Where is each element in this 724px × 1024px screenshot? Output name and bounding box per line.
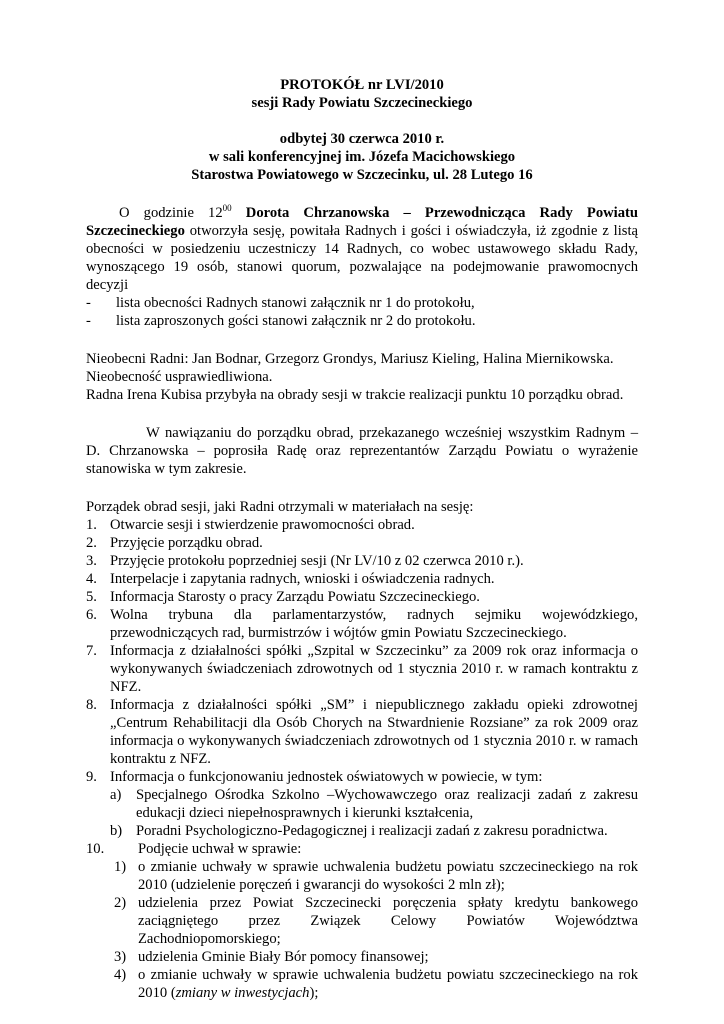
absence-note: Nieobecność usprawiedliwiona.: [86, 369, 273, 385]
agenda-intro: W nawiązaniu do porządku obrad, przekazanego wcześniej wszystkim Radnym – D. Chrzanowska – poprosiła Radę oraz reprezentantów Zarządu Powiatu o wyrażenie stanowiska w tym zakresie.: [86, 425, 638, 477]
agenda-item: 3. Przyjęcie protokołu poprzedniej sesji (Nr LV/10 z 02 czerwca 2010 r.).: [86, 553, 524, 569]
resolution-item: 2) udzielenia przez Powiat Szczecinecki poręczenia spłaty kredytu bankowego zaciągniętego przez Związek Celowy Powiatów Województwa Zachodniopomorskiego;: [114, 895, 638, 947]
protocol-title: [86, 76, 638, 184]
agenda-item: 10. Podjęcie uchwał w sprawie:: [86, 841, 302, 857]
title-line: PROTOKÓŁ nr LVI/2010: [280, 77, 444, 93]
agenda-item: 1. Otwarcie sesji i stwierdzenie prawomocności obrad.: [86, 517, 415, 533]
agenda-subitem: b) Poradni Psychologiczno-Pedagogicznej i realizacji zadań z zakresu poradnictwa.: [110, 823, 608, 839]
agenda-subitem: a) Specjalnego Ośrodka Szkolno –Wychowawczego oraz realizacji zadań z zakresu edukacji dzieci niepełnosprawnych i kierunki kształcenia,: [110, 787, 638, 821]
session-date: odbytej 30 czerwca 2010 r.: [279, 131, 445, 147]
session-address: Starostwa Powiatowego w Szczecinku, ul. 28 Lutego 16: [191, 167, 533, 183]
agenda-item: 4. Interpelacje i zapytania radnych, wnioski i oświadczenia radnych.: [86, 571, 495, 587]
document-body: [86, 76, 638, 1002]
agenda-item: 8. Informacja z działalności spółki „SM” i niepublicznego zakładu opieki zdrowotnej „Centrum Rehabilitacji dla Osób Chorych na Stwardnienie Rozsiane” za rok 2009 oraz informacja o wykonywanych świadczeniach zdrowotnych od 1 stycznia 2010 r. w ramach kontraktu z NFZ.: [86, 697, 638, 767]
resolution-item: 1) o zmianie uchwały w sprawie uchwalenia budżetu powiatu szczecineckiego na rok 2010 (udzielenie poręczeń i gwarancji do wysokości 2 mln zł);: [114, 859, 638, 893]
agenda-item: 5. Informacja Starosty o pracy Zarządu Powiatu Szczecineckiego.: [86, 589, 480, 605]
agenda-title: Porządek obrad sesji, jaki Radni otrzymali w materiałach na sesję:: [86, 499, 474, 515]
agenda-item: 9. Informacja o funkcjonowaniu jednostek oświatowych w powiecie, w tym:: [86, 769, 543, 785]
agenda-item: 2. Przyjęcie porządku obrad.: [86, 535, 263, 551]
opening-paragraph: O godzinie $12^{00}$ Dorota Chrzanowska – Przewodnicząca Rady Powiatu Szczecineckiego otworzyła sesję, powitała Radnych i gości i oświadczyła, iż zgodnie z listą obecności w posiedzeniu uczestniczy 14 Radnych, co wobec ustawowego składu Rady, wynoszącego 19 osób, stanowi quorum, pozwalające na podejmowanie prawomocnych decyzji: [86, 203, 638, 293]
resolution-item: 4) o zmianie uchwały w sprawie uchwalenia budżetu powiatu szczecineckiego na rok 2010 (zmiany w inwestycjach);: [114, 967, 638, 1001]
late-arrival-note: Radna Irena Kubisa przybyła na obrady sesji w trakcie realizacji punktu 10 porządku obrad.: [86, 387, 624, 403]
absent-list: Nieobecni Radni: Jan Bodnar, Grzegorz Grondys, Mariusz Kieling, Halina Miernikowska.: [86, 351, 614, 367]
chairperson-name: Dorota Chrzanowska – Przewodnicząca Rady Powiatu Szczecineckiego: [86, 205, 638, 239]
list-item: - lista zaproszonych gości stanowi załącznik nr 2 do protokołu.: [86, 313, 476, 329]
session-place: w sali konferencyjnej im. Józefa Macichowskiego: [208, 149, 516, 165]
title-line: sesji Rady Powiatu Szczecineckiego: [251, 95, 473, 111]
resolution-item: 3) udzielenia Gminie Biały Bór pomocy finansowej;: [114, 949, 429, 965]
agenda-list: [86, 516, 638, 1002]
agenda-item: 6. Wolna trybuna dla parlamentarzystów, radnych sejmiku wojewódzkiego, przewodniczących rad, burmistrzów i wójtów gmin Powiatu Szczecineckiego.: [86, 607, 638, 641]
list-item: - lista obecności Radnych stanowi załącznik nr 1 do protokołu,: [86, 295, 475, 311]
agenda-item: 7. Informacja z działalności spółki „Szpital w Szczecinku” za 2009 rok oraz informacja o wykonywanych świadczeniach zdrowotnych od 1 stycznia 2010 r. w ramach kontraktu z NFZ.: [86, 643, 638, 695]
